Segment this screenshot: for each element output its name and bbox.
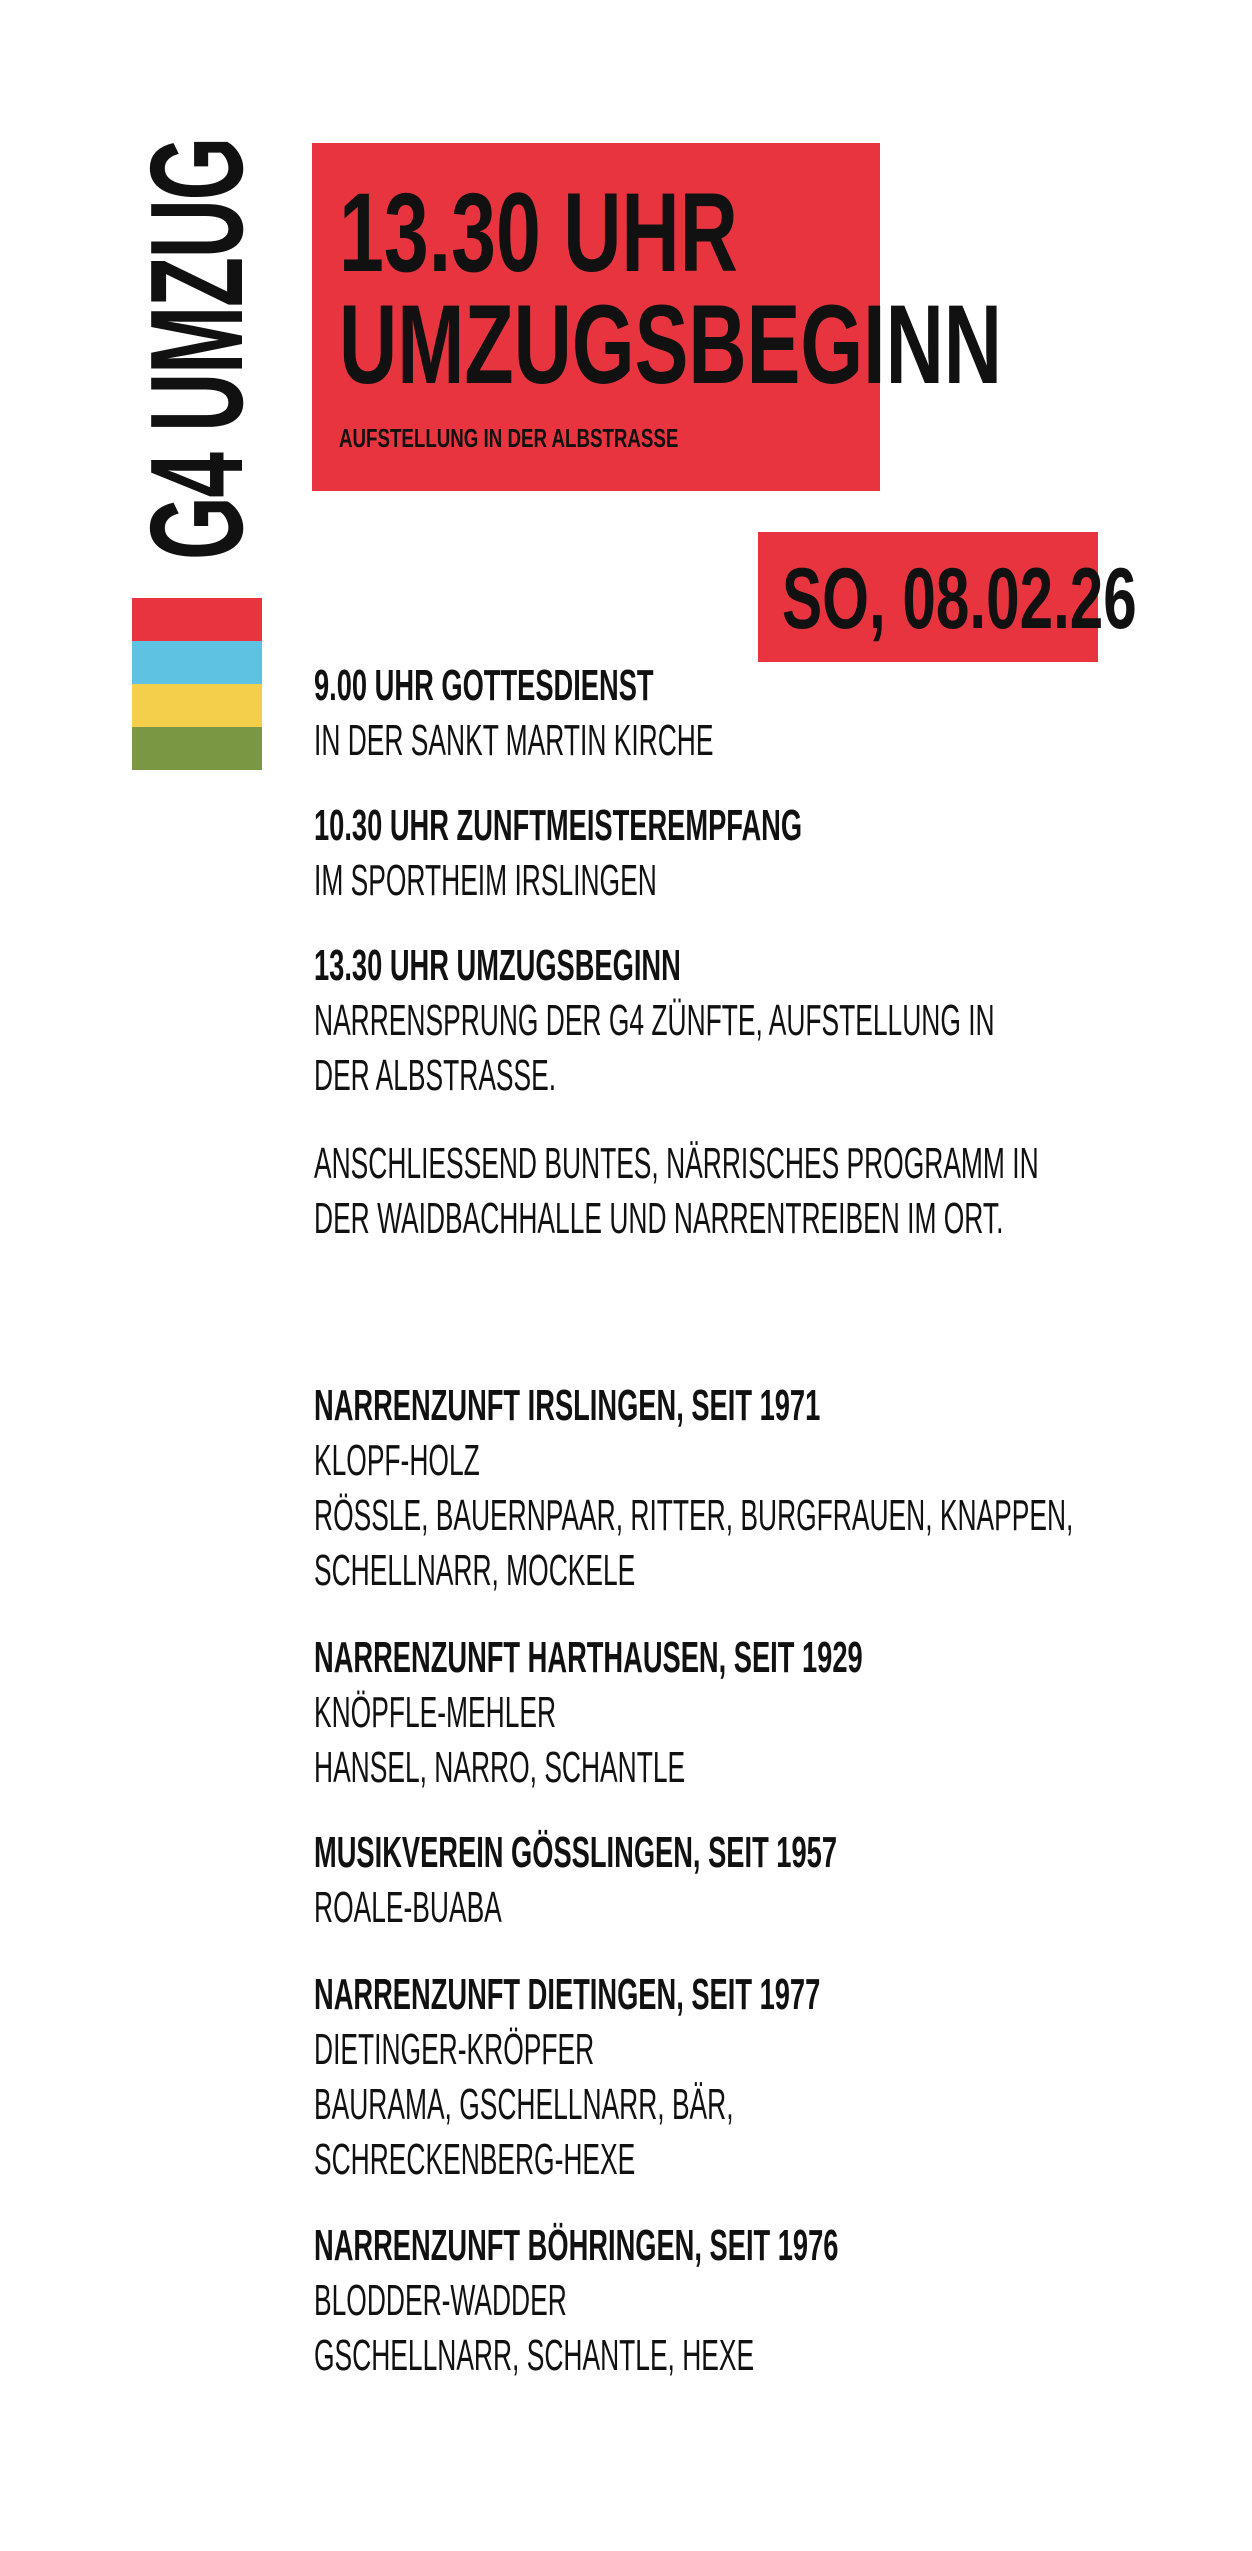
program-item-3 (314, 938, 1252, 1103)
program-title: 13.30 UHR UMZUGSBEGINN (314, 941, 681, 990)
header-sub-text: AUFSTELLUNG IN DER ALBSTRASSE (339, 423, 679, 453)
group-dietingen (314, 1967, 1131, 2187)
program-note (314, 1136, 1252, 1246)
header-headline (339, 170, 1252, 407)
program-line: DER ALBSTRASSE. (314, 1051, 557, 1100)
stripe-red (132, 598, 262, 641)
program-line: IM SPORTHEIM IRSLINGEN (314, 856, 657, 905)
group-line: KLOPF-HOLZ (314, 1436, 480, 1485)
group-line: GSCHELLNARR, SCHANTLE, HEXE (314, 2331, 755, 2380)
group-goesslingen (314, 1825, 1158, 1935)
group-line: ROALE-BUABA (314, 1883, 502, 1932)
header-box (312, 143, 1003, 491)
group-boehringen (314, 2218, 1160, 2383)
group-line: HANSEL, NARRO, SCHANTLE (314, 1743, 686, 1792)
date-box (758, 532, 1137, 662)
group-title: NARRENZUNFT BÖHRINGEN, SEIT 1976 (314, 2221, 839, 2270)
group-title: MUSIKVEREIN GÖSSLINGEN, SEIT 1957 (314, 1828, 837, 1877)
header-line-2: UMZUGSBEGINN (339, 282, 1003, 407)
event-date: SO, 08.02.26 (782, 551, 1137, 647)
group-line: BAURAMA, GSCHELLNARR, BÄR, (314, 2080, 734, 2129)
header-line-1: 13.30 UHR (339, 170, 738, 295)
group-line: SCHELLNARR, MOCKELE (314, 1546, 636, 1595)
group-line: RÖSSLE, BAUERNPAAR, RITTER, BURGFRAUEN, KNAPPEN, (314, 1491, 1074, 1540)
color-stripes (132, 598, 262, 770)
program-item-1 (314, 658, 980, 768)
program-line: IN DER SANKT MARTIN KIRCHE (314, 716, 714, 765)
group-line: SCHRECKENBERG-HEXE (314, 2135, 636, 2184)
group-irslingen (314, 1378, 1252, 1598)
group-title: NARRENZUNFT DIETINGEN, SEIT 1977 (314, 1970, 821, 2019)
program-title: 10.30 UHR ZUNFTMEISTEREMPFANG (314, 801, 803, 850)
program-title: 9.00 UHR GOTTESDIENST (314, 661, 654, 710)
side-title-text: G4 UMZUG (123, 137, 270, 560)
group-line: KNÖPFLE-MEHLER (314, 1688, 557, 1737)
group-line: DIETINGER-KRÖPFER (314, 2025, 595, 2074)
group-title: NARRENZUNFT IRSLINGEN, SEIT 1971 (314, 1381, 821, 1430)
program-note-line: ANSCHLIESSEND BUNTES, NÄRRISCHES PROGRAMM IN (314, 1139, 1039, 1188)
stripe-green (132, 727, 262, 770)
group-line: BLODDER-WADDER (314, 2276, 567, 2325)
side-title (123, 137, 270, 560)
stripe-yellow (132, 684, 262, 727)
header-subline (339, 423, 810, 453)
group-title: NARRENZUNFT HARTHAUSEN, SEIT 1929 (314, 1633, 863, 1682)
group-harthausen (314, 1630, 1199, 1795)
program-line: NARRENSPRUNG DER G4 ZÜNFTE, AUFSTELLUNG IN (314, 996, 995, 1045)
program-item-2 (314, 798, 1101, 908)
stripe-blue (132, 641, 262, 684)
program-note-line: DER WAIDBACHHALLE UND NARRENTREIBEN IM ORT. (314, 1194, 1004, 1243)
